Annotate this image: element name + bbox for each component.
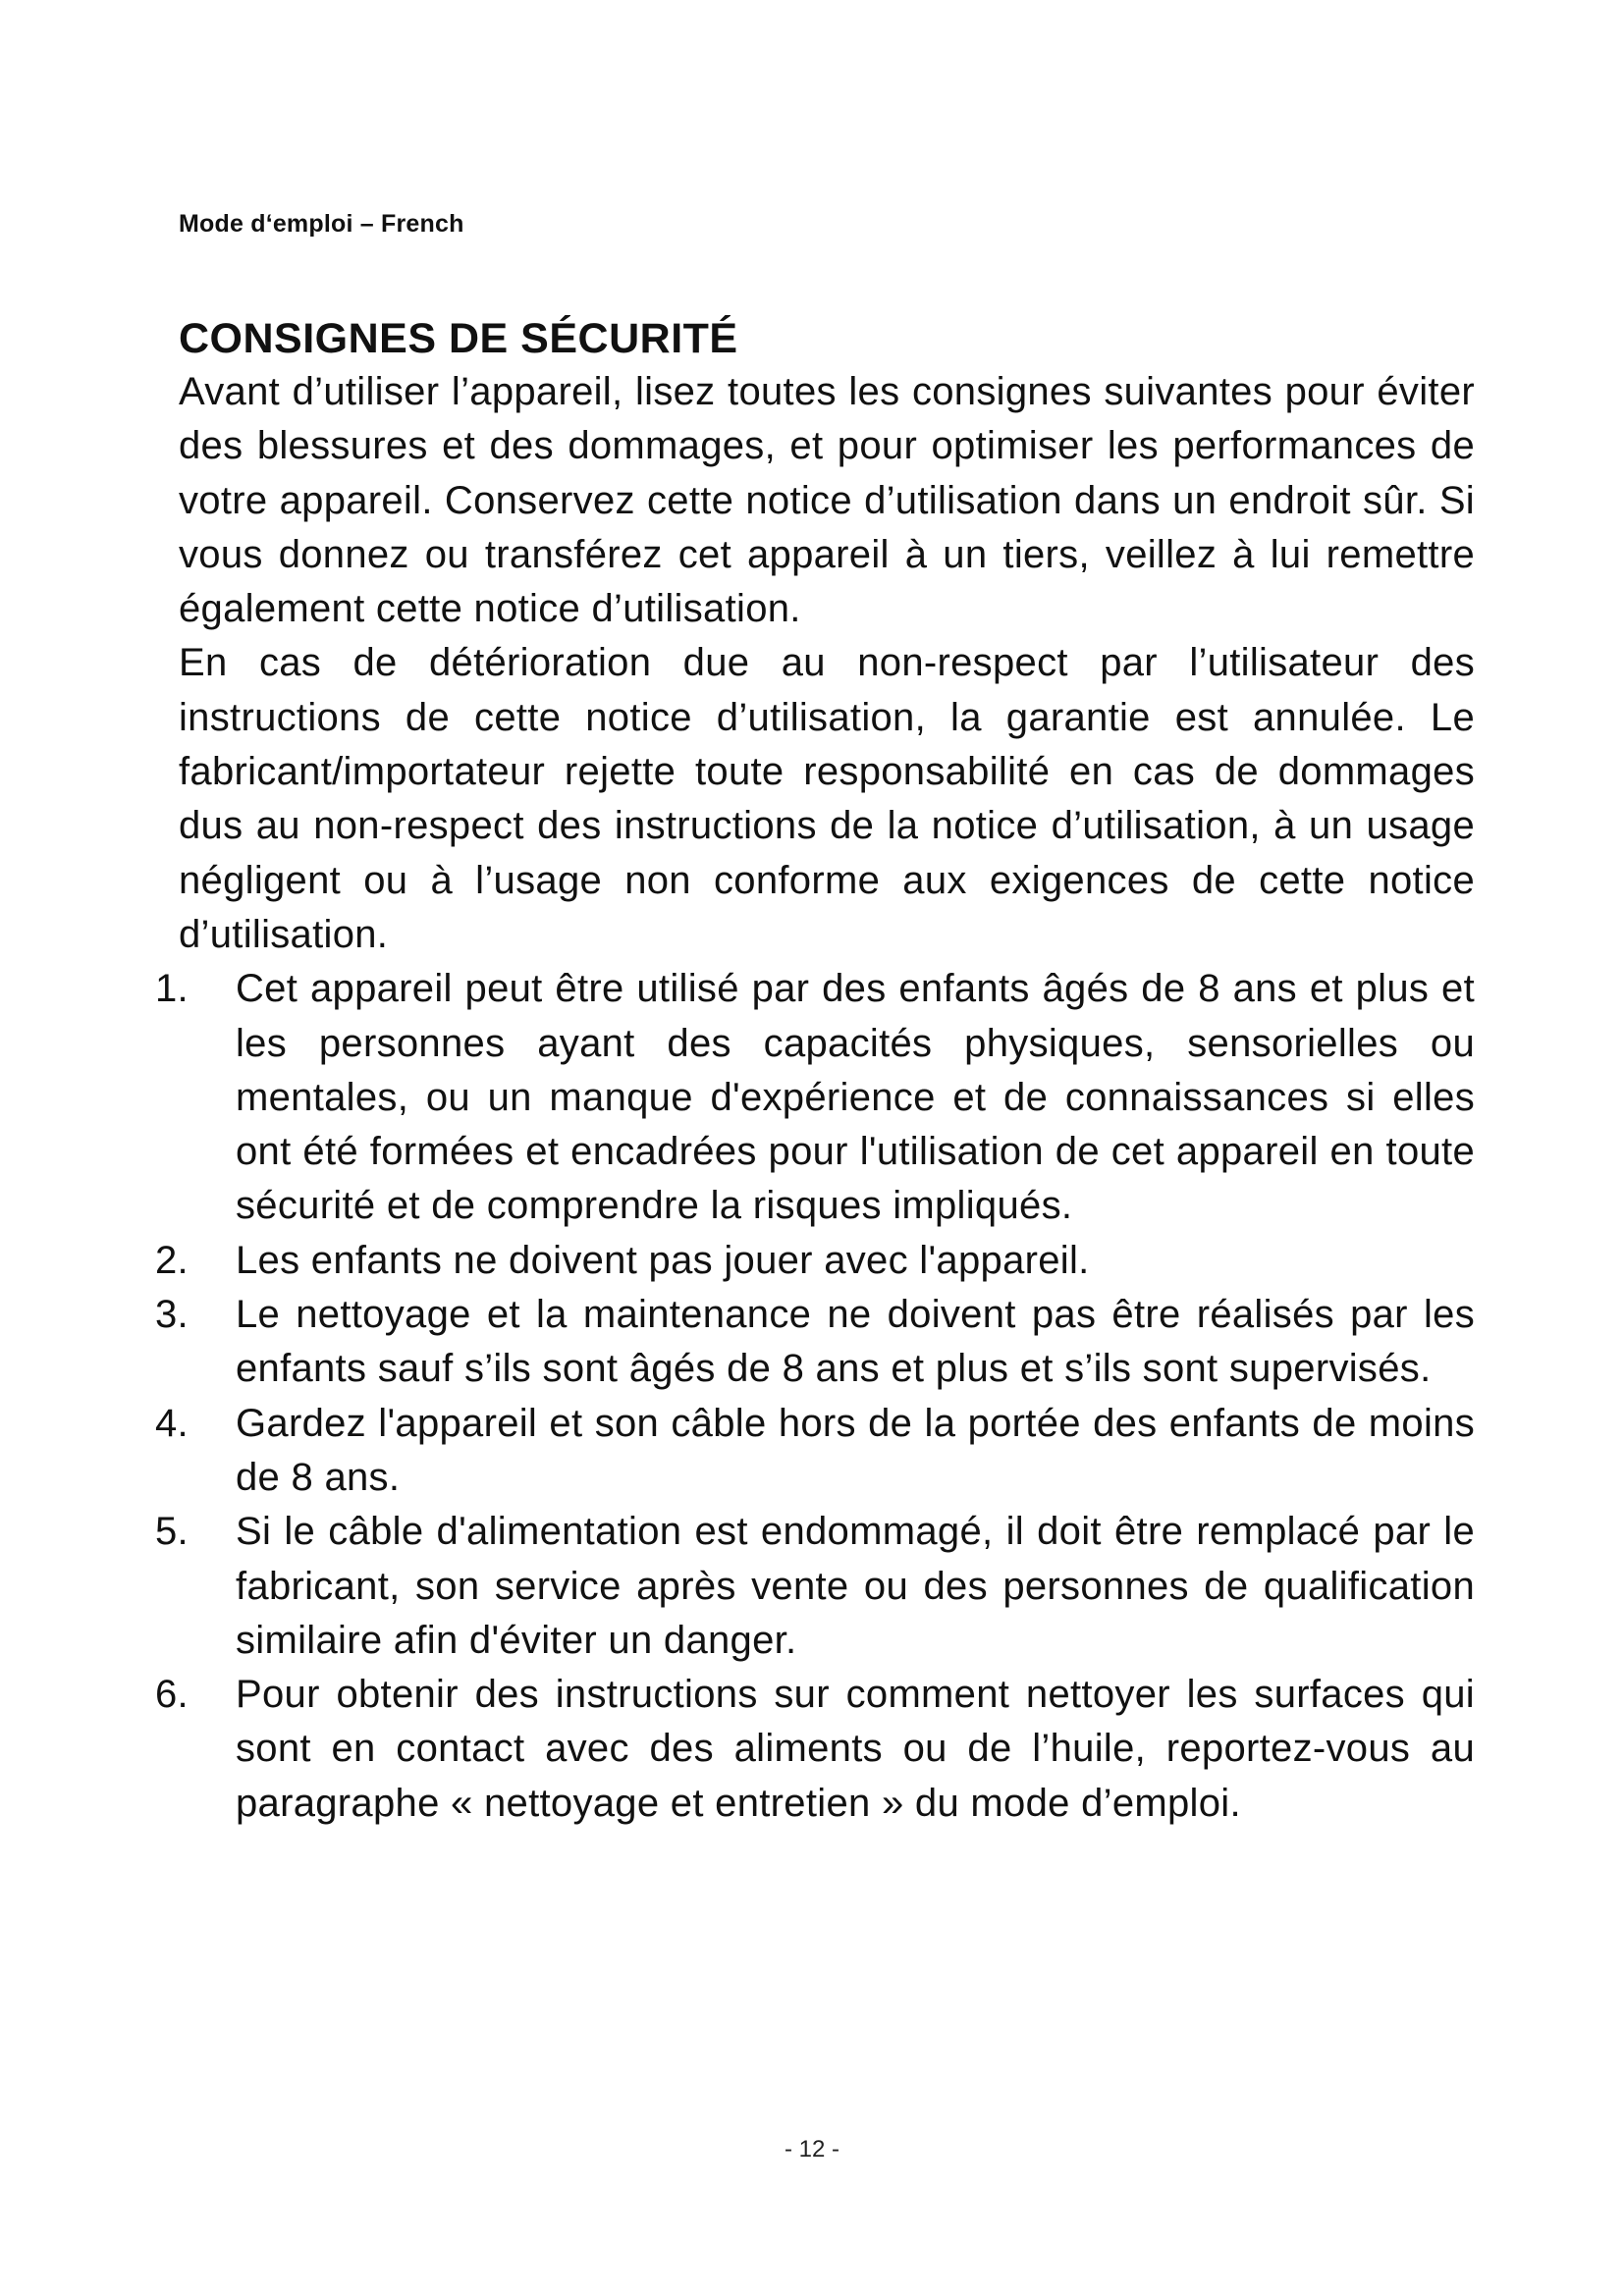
safety-section (155, 312, 1475, 1831)
intro-paragraph: Avant d’utiliser l’appareil, lisez toutes les consignes suivantes pour éviter des blessures et des dommages, et pour optimiser les performances de votre appareil. Conservez cette notice d’utilisation dans un endroit sûr. Si vous donnez ou transférez cet appareil à un tiers, veillez à lui remettre également cette notice d’utilisation. (179, 370, 1475, 631)
list-item-number: 2. (155, 1238, 189, 1282)
list-item-number: 6. (155, 1673, 189, 1717)
running-header: Mode d‘emploi – French (179, 210, 464, 238)
list-item-text: Gardez l'appareil et son câble hors de la portée des enfants de moins de 8 ans. (236, 1401, 1475, 1499)
list-item (155, 1505, 1475, 1668)
list-item (155, 1288, 1475, 1397)
page-number: - 12 - (784, 2136, 839, 2163)
warranty-paragraph: En cas de détérioration due au non-respect par l’utilisateur des instructions de cette notice d’utilisation, la garantie est annulée. Le fabricant/importateur rejette toute responsabilité en cas de dommages dus au non-respect des instructions de la notice d’utilisation, à un usage négligent ou à l’usage non conforme aux exigences de cette notice d’utilisation. (179, 641, 1475, 956)
list-item-number: 5. (155, 1510, 189, 1554)
list-item-number: 3. (155, 1293, 189, 1337)
list-item (155, 962, 1475, 1233)
list-item-number: 4. (155, 1401, 189, 1445)
list-item-text: Le nettoyage et la maintenance ne doivent pas être réalisés par les enfants sauf s’ils sont âgés de 8 ans et plus et s’ils sont supervisés. (236, 1293, 1475, 1391)
list-item-text: Les enfants ne doivent pas jouer avec l'appareil. (236, 1238, 1090, 1282)
section-title: CONSIGNES DE SÉCURITÉ (179, 315, 738, 362)
list-item-text: Si le câble d'alimentation est endommagé, il doit être remplacé par le fabricant, son service après vente ou des personnes de qualification similaire afin d'éviter un danger. (236, 1510, 1475, 1662)
safety-instructions-list (155, 962, 1475, 1831)
list-item (155, 1668, 1475, 1831)
list-item-number: 1. (155, 967, 189, 1011)
list-item (155, 1234, 1475, 1288)
list-item (155, 1397, 1475, 1506)
list-item-text: Pour obtenir des instructions sur comment nettoyer les surfaces qui sont en contact avec des aliments ou de l’huile, reportez-vous au paragraphe « nettoyage et entretien » du mode d’emploi. (236, 1673, 1475, 1825)
list-item-text: Cet appareil peut être utilisé par des enfants âgés de 8 ans et plus et les personnes ayant des capacités physiques, sensorielles ou mentales, ou un manque d'expérience et de connaissances si elles ont été formées et encadrées pour l'utilisation de cet appareil en toute sécurité et de comprendre la risques impliqués. (236, 967, 1475, 1228)
